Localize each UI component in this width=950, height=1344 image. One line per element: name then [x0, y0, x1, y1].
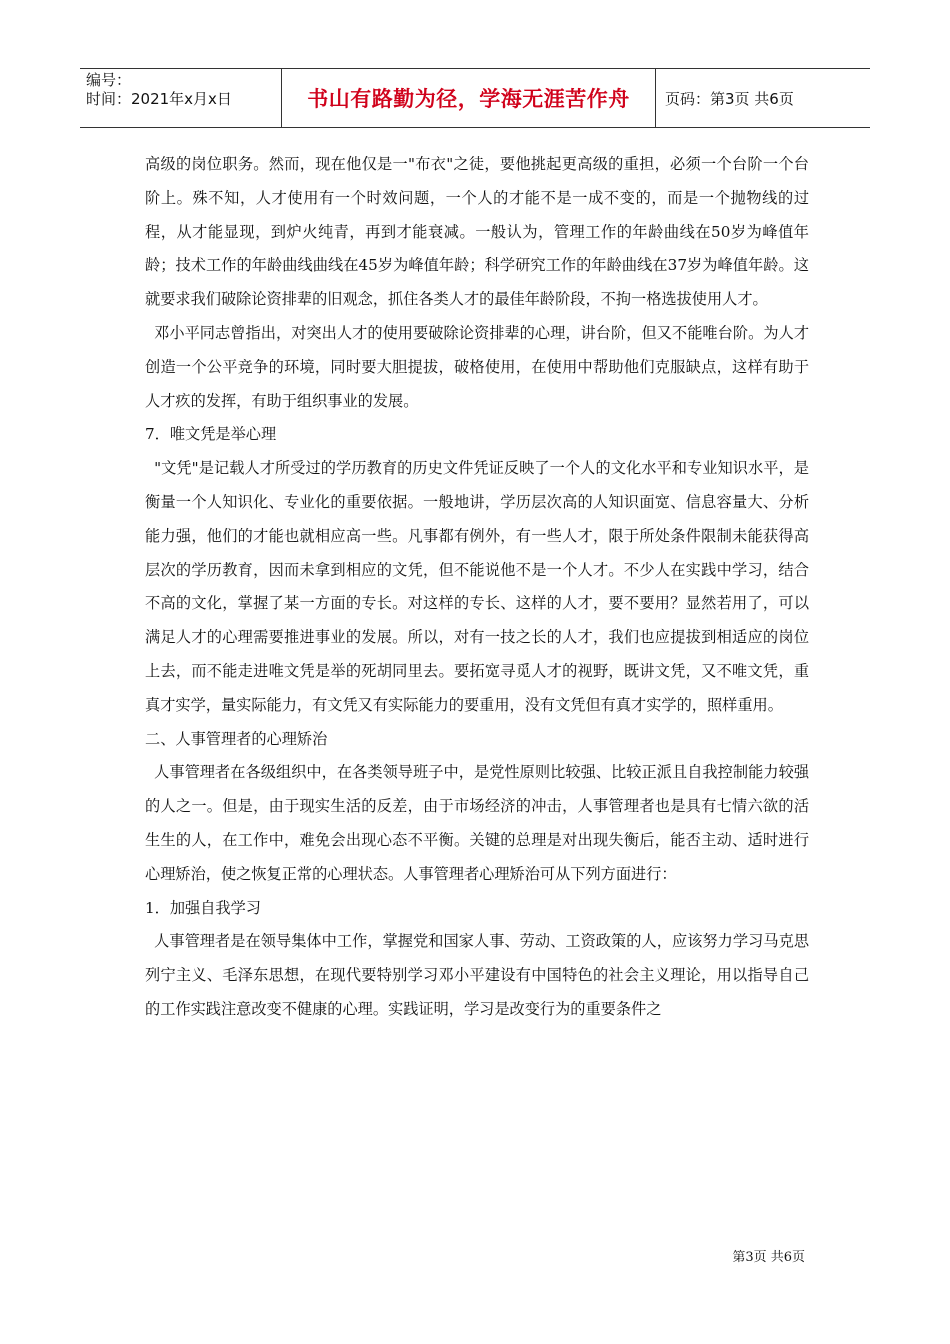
header-motto: 书山有路勤为径，学海无涯苦作舟	[307, 87, 630, 111]
document-number-label: 编号：	[86, 71, 132, 89]
page-header	[80, 68, 870, 128]
body-paragraph: 人事管理者在各级组织中，在各类领导班子中，是党性原则比较强、比较正派且自我控制能力较强的人之一。但是，由于现实生活的反差，由于市场经济的冲击，人事管理者也是具有七情六欲的活生生的人，在工作中，难免会出现心态不平衡。关键的总理是对出现失衡后，能否主动、适时进行心理矫治，使之恢复正常的心理状态。人事管理者心理矫治可从下列方面进行：	[145, 763, 809, 883]
section-heading: 7．唯文凭是举心理	[145, 425, 277, 444]
document-date: 时间：2021年x月x日	[86, 90, 232, 108]
document-body	[145, 148, 809, 1027]
page-footer	[732, 1246, 805, 1265]
header-motto-cell	[282, 69, 656, 127]
body-paragraph: 邓小平同志曾指出，对突出人才的使用要破除论资排辈的心理，讲台阶，但又不能唯台阶。为人才创造一个公平竞争的环境，同时要大胆提拔，破格使用，在使用中帮助他们克服缺点，这样有助于人才疚的发挥，有助于组织事业的发展。	[145, 323, 809, 410]
header-page-code: 页码：第3页 共6页	[665, 89, 794, 108]
header-info-cell	[80, 69, 282, 127]
body-paragraph: 高级的岗位职务。然而，现在他仅是一"布衣"之徒，要他挑起更高级的重担，必须一个台阶一个台阶上。殊不知，人才使用有一个时效问题，一个人的才能不是一成不变的，而是一个抛物线的过程，从才能显现，到炉火纯青，再到才能衰减。一般认为，管理工作的年龄曲线在50岁为峰值年龄；技术工作的年龄曲线曲线在45岁为峰值年龄；科学研究工作的年龄曲线在37岁为峰值年龄。这就要求我们破除论资排辈的旧观念，抓住各类人才的最佳年龄阶段，不拘一格选拔使用人才。	[145, 155, 809, 309]
body-paragraph: 人事管理者是在领导集体中工作，掌握党和国家人事、劳动、工资政策的人，应该努力学习马克思列宁主义、毛泽东思想，在现代要特别学习邓小平建设有中国特色的社会主义理论，用以指导自己的工作实践注意改变不健康的心理。实践证明，学习是改变行为的重要条件之	[145, 932, 809, 1018]
body-paragraph: "文凭"是记载人才所受过的学历教育的历史文件凭证反映了一个人的文化水平和专业知识水平，是衡量一个人知识化、专业化的重要依据。一般地讲，学历层次高的人知识面宽、信息容量大、分析能力强，他们的才能也就相应高一些。凡事都有例外，有一些人才，限于所处条件限制未能获得高层次的学历教育，因而未拿到相应的文凭，但不能说他不是一个人才。不少人在实践中学习，结合不高的文化，掌握了某一方面的专长。对这样的专长、这样的人才，要不要用？显然若用了，可以满足人才的心理需要推进事业的发展。所以，对有一技之长的人才，我们也应提拔到相适应的岗位上去，而不能走进唯文凭是举的死胡同里去。要拓宽寻觅人才的视野，既讲文凭，又不唯文凭，重真才实学，量实际能力，有文凭又有实际能力的要重用，没有文凭但有真才实学的，照样重用。	[145, 459, 809, 714]
section-heading: 1．加强自我学习	[145, 898, 261, 917]
section-heading: 二、人事管理者的心理矫治	[145, 729, 328, 748]
header-page-cell	[656, 69, 870, 127]
footer-page-number: 第3页 共6页	[732, 1250, 805, 1265]
